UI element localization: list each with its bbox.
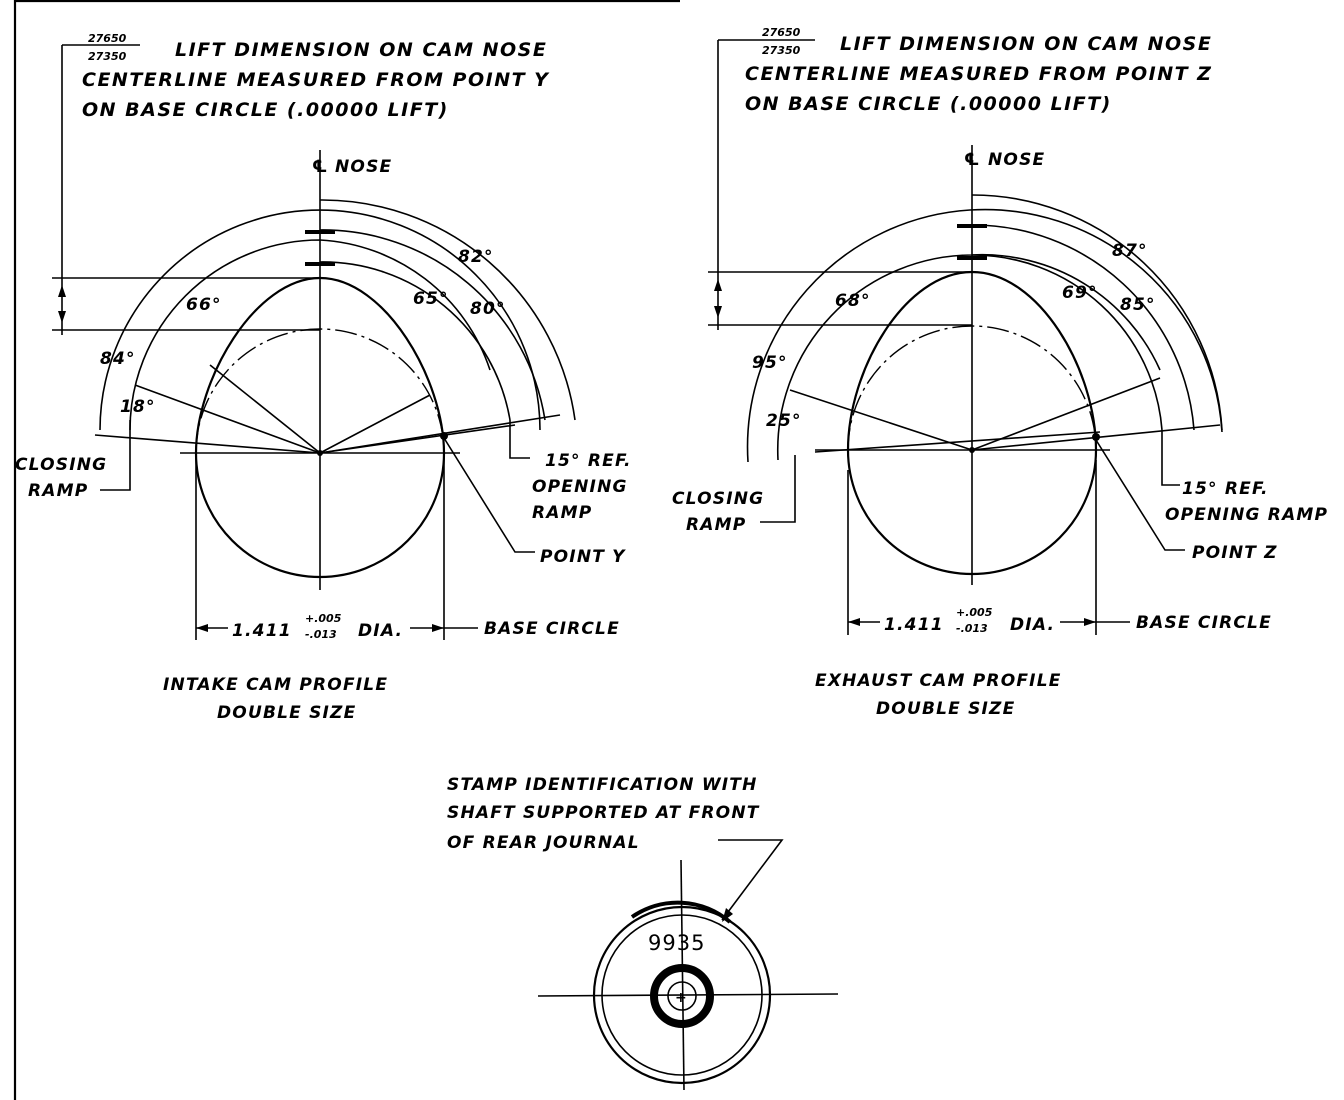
intake-center-point (317, 450, 323, 456)
intake-nose-label: NOSE (335, 157, 393, 177)
exhaust-tolerance-plus: +.005 (956, 606, 993, 619)
intake-note-line-1: LIFT DIMENSION ON CAM NOSE (175, 39, 548, 61)
stamp-note-line-1: STAMP IDENTIFICATION WITH (447, 775, 758, 795)
intake-angle-18: 18° (120, 397, 156, 417)
stamp-leader-line (718, 840, 782, 920)
stamp-vertical-centerline (681, 860, 684, 1090)
exhaust-angle-85: 85° (1120, 295, 1156, 315)
exhaust-angle-69: 69° (1062, 283, 1098, 303)
intake-angle-80: 80° (470, 299, 506, 319)
intake-note-line-3: ON BASE CIRCLE (.00000 LIFT) (82, 99, 449, 121)
intake-cam-profile (15, 32, 632, 723)
exhaust-arrowhead-lower (714, 306, 722, 318)
intake-point-y-leader (444, 438, 535, 552)
exhaust-opening-ramp-line-2: OPENING RAMP (1165, 505, 1329, 525)
exhaust-dim-arrow-right (1084, 618, 1096, 626)
intake-dim-arrow-left (196, 624, 208, 632)
exhaust-caption-line-1: EXHAUST CAM PROFILE (815, 671, 1062, 691)
stamp-note-line-2: SHAFT SUPPORTED AT FRONT (447, 803, 760, 823)
exhaust-arrowhead-upper (714, 279, 722, 291)
stamp-identification (447, 775, 838, 1090)
exhaust-dimension-value: 1.411 (884, 615, 944, 635)
exhaust-angle-87: 87° (1112, 241, 1148, 261)
exhaust-closing-ramp-leader (760, 455, 795, 522)
exhaust-note-line-1: LIFT DIMENSION ON CAM NOSE (840, 33, 1213, 55)
intake-radial-66 (210, 365, 320, 453)
exhaust-centerline-symbol: ℄ (964, 150, 981, 170)
intake-dim-arrow-right (432, 624, 444, 632)
exhaust-angle-25: 25° (766, 411, 802, 431)
intake-angle-65: 65° (413, 289, 449, 309)
exhaust-radial-closing (790, 390, 972, 450)
exhaust-point-z-marker (1092, 433, 1100, 441)
exhaust-arc-87 (972, 195, 1222, 430)
exhaust-nose-label: NOSE (988, 150, 1046, 170)
intake-radial-closing (135, 385, 320, 453)
exhaust-note-line-3: ON BASE CIRCLE (.00000 LIFT) (745, 93, 1112, 115)
journal-center-mark: + (675, 990, 688, 1006)
intake-angle-66: 66° (186, 295, 222, 315)
exhaust-closing-ramp-line-1: CLOSING (672, 489, 765, 509)
exhaust-opening-ramp-leader (1162, 430, 1180, 485)
intake-radial-baseline (95, 435, 320, 453)
intake-note-line-2: CENTERLINE MEASURED FROM POINT Y (82, 69, 550, 91)
exhaust-center-point (969, 447, 975, 453)
exhaust-lift-value-lower: 27350 (762, 44, 801, 57)
exhaust-point-label: POINT Z (1192, 543, 1278, 563)
stamp-horizontal-centerline (538, 994, 838, 996)
intake-arrowhead-upper (58, 285, 66, 297)
exhaust-note-line-2: CENTERLINE MEASURED FROM POINT Z (745, 63, 1213, 85)
exhaust-cam-profile (672, 26, 1328, 719)
intake-dia-label: DIA. (358, 621, 404, 641)
intake-arrowhead-lower (58, 311, 66, 323)
intake-tolerance-plus: +.005 (305, 612, 342, 625)
intake-closing-ramp-line-2: RAMP (28, 481, 89, 501)
intake-angle-84: 84° (100, 349, 136, 369)
intake-lift-value-upper: 27650 (88, 32, 127, 45)
exhaust-arc-outer (748, 210, 1222, 462)
exhaust-point-z-leader (1096, 440, 1185, 550)
intake-lift-value-lower: 27350 (88, 50, 127, 63)
exhaust-opening-ramp-line-1: 15° REF. (1182, 479, 1269, 499)
exhaust-lift-value-upper: 27650 (762, 26, 801, 39)
intake-base-circle-label: BASE CIRCLE (484, 619, 620, 639)
intake-centerline-symbol: ℄ (312, 157, 329, 177)
exhaust-arc-middle (778, 255, 1160, 460)
intake-tolerance-minus: -.013 (305, 628, 337, 641)
intake-caption-line-2: DOUBLE SIZE (217, 703, 357, 723)
intake-opening-ramp-line-3: RAMP (532, 503, 593, 523)
intake-radial-15ref (320, 425, 515, 453)
intake-opening-ramp-line-2: OPENING (532, 477, 628, 497)
exhaust-dim-arrow-left (848, 618, 860, 626)
exhaust-dia-label: DIA. (1010, 615, 1056, 635)
exhaust-tolerance-minus: -.013 (956, 622, 988, 635)
exhaust-angle-95: 95° (752, 353, 788, 373)
intake-dimension-value: 1.411 (232, 621, 292, 641)
intake-opening-ramp-line-1: 15° REF. (545, 451, 632, 471)
exhaust-caption-line-2: DOUBLE SIZE (876, 699, 1016, 719)
intake-point-label: POINT Y (540, 547, 626, 567)
intake-closing-ramp-line-1: CLOSING (15, 455, 108, 475)
intake-angle-82: 82° (458, 247, 494, 267)
exhaust-closing-ramp-line-2: RAMP (686, 515, 747, 535)
stamp-number: 9935 (648, 931, 706, 955)
exhaust-base-circle-label: BASE CIRCLE (1136, 613, 1272, 633)
exhaust-angle-68: 68° (835, 291, 871, 311)
intake-arc-65 (320, 262, 510, 420)
stamp-note-line-3: OF REAR JOURNAL (447, 833, 640, 853)
intake-caption-line-1: INTAKE CAM PROFILE (163, 675, 389, 695)
